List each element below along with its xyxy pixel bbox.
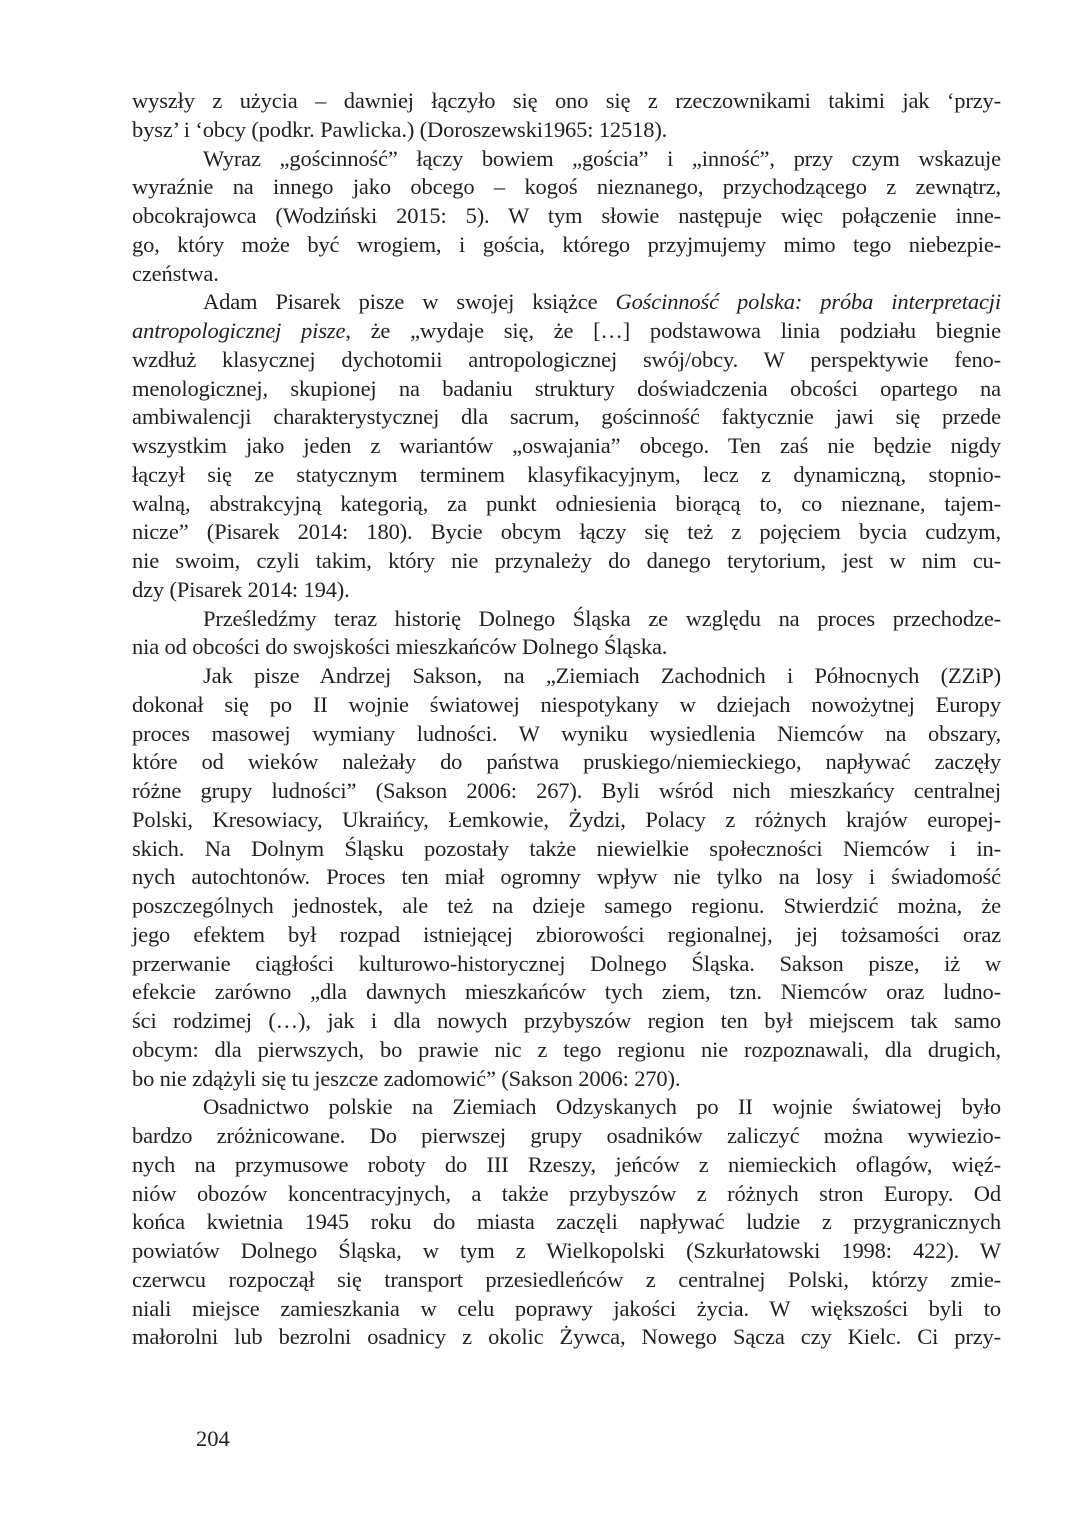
text-line: bardzo zróżnicowane. Do pierwszej grupy osadników zaliczyć można wywiezio- [132,1123,1001,1148]
text-line: dokonał się po II wojnie światowej niespotykany w dziejach nowożytnej Europy [132,691,1001,717]
text-line: Jak pisze Andrzej Sakson, na „Ziemiach Zachodnich i Północnych (ZZiP) [203,663,1001,688]
text-line: powiatów Dolnego Śląska, w tym z Wielkopolski (Szkurłatowski 1998: 422). W [132,1238,1001,1263]
text-line: końca kwietnia 1945 roku do miasta zaczęli napływać ludzie z przygranicznych [132,1209,1001,1235]
text-line: niali miejsce zamieszkania w celu poprawy jakości życia. W większości byli to [132,1295,1001,1321]
text-line: menologicznej, skupionej na badaniu struktury doświadczenia obcości opartego na [132,375,1001,401]
paragraph [132,662,1001,1093]
text-line: Prześledźmy teraz historię Dolnego Śląska ze względu na proces przechodze- [203,605,1001,631]
text-line: bysz’ i ‘obcy (podkr. Pawlicka.) (Doroszewski1965: 12518). [132,116,668,142]
text-line: jego efektem był rozpad istniejącej zbiorowości regionalnej, jej tożsamości oraz [132,921,1001,947]
text-line: skich. Na Dolnym Śląsku pozostały także niewielkie społeczności Niemców i in- [132,835,1001,861]
text-line: nia od obcości do swojskości mieszkańców Dolnego Śląska. [132,634,668,660]
text-line: walną, abstrakcyjną kategorią, za punkt odniesienia biorącą to, co nieznane, tajem- [132,490,1001,516]
text-line: nicze” (Pisarek 2014: 180). Bycie obcym łączy się też z pojęciem bycia cudzym, [132,519,1001,545]
paragraph [132,1093,1001,1352]
text-line: niów obozów koncentracyjnych, a także przybyszów z różnych stron Europy. Od [132,1180,1001,1206]
text-line: poszczególnych jednostek, ale też na dzieje samego regionu. Stwierdzić można, że [132,893,1001,918]
page-number: 204 [196,1426,230,1451]
book-title: Gościnność polska: próba interpretacji [615,289,1001,315]
text-line: nie swoim, czyli takim, który nie przynależy do danego terytorium, jest w nim cu- [132,548,1001,573]
text-line: wzdłuż klasycznej dychotomii antropologicznej swój/obcy. W perspektywie feno- [132,346,1001,372]
page-body [132,87,1001,1352]
text-line: Wyraz „gościnność” łączy bowiem „gościa” i „inność”, przy czym wskazuje [203,145,1001,171]
text-line: które od wieków należały do państwa pruskiego/niemieckiego, napływać zaczęły [132,749,1001,775]
text-line: antropologicznej pisze, że „wydaje się, że […] podstawowa linia podziału biegnie [132,318,1001,343]
paragraph [132,288,1001,604]
text-line: bo nie zdążyli się tu jeszcze zadomowić” (Sakson 2006: 270). [132,1065,681,1091]
text-line: przerwanie ciągłości kulturowo-historycznej Dolnego Śląska. Sakson pisze, iż w [132,950,1001,976]
book-title: antropologicznej pisze [132,318,346,343]
text-line: wszystkim jako jeden z wariantów „oswajania” obcego. Ten zaś nie będzie nigdy [132,433,1001,458]
text-line: ści rodzimej (…), jak i dla nowych przybyszów region ten był miejscem tak samo [132,1008,1001,1033]
text-line: czerwcu rozpoczął się transport przesiedleńców z centralnej Polski, którzy zmie- [132,1266,1001,1292]
text-line: małorolni lub bezrolni osadnicy z okolic Żywca, Nowego Sącza czy Kielc. Ci przy- [132,1324,1001,1350]
text-line: czeństwa. [132,260,219,286]
text-line: efekcie zarówno „dla dawnych mieszkańców tych ziem, tzn. Niemców oraz ludno- [132,979,1001,1005]
paragraph [132,145,1001,289]
text-line: Osadnictwo polskie na Ziemiach Odzyskanych po II wojnie światowej było [203,1094,1001,1120]
text-line: dzy (Pisarek 2014: 194). [132,576,350,602]
text-line: ambiwalencji charakterystycznej dla sacrum, gościnność faktycznie jawi się przede [132,404,1001,430]
text-line: nych na przymusowe roboty do III Rzeszy, jeńców z niemieckich oflagów, więź- [132,1151,1001,1177]
text-line: Polski, Kresowiacy, Ukraińcy, Łemkowie, Żydzi, Polacy z różnych krajów europej- [132,806,1001,832]
text-line: proces masowej wymiany ludności. W wyniku wysiedlenia Niemców na obszary, [132,720,1001,746]
text-line: nych autochtonów. Proces ten miał ogromny wpływ nie tylko na losy i świadomość [132,864,1001,890]
text-line: różne grupy ludności” (Sakson 2006: 267). Byli wśród nich mieszkańcy centralnej [132,778,1001,803]
text-line: Adam Pisarek pisze w swojej książce Gościnność polska: próba interpretacji [203,289,1001,315]
text-line: wyraźnie na innego jako obcego – kogoś nieznanego, przychodzącego z zewnątrz, [132,174,1001,200]
text-line: łączył się ze statycznym terminem klasyfikacyjnym, lecz z dynamiczną, stopnio- [132,461,1001,487]
text-line: obcym: dla pierwszych, bo prawie nic z tego regionu nie rozpoznawali, dla drugich, [132,1036,1001,1062]
paragraph [132,605,1001,663]
paragraph [132,87,1001,145]
text-line: wyszły z użycia – dawniej łączyło się ono się z rzeczownikami takimi jak ‘przy- [132,88,1001,113]
text-line: obcokrajowca (Wodziński 2015: 5). W tym słowie następuje więc połączenie inne- [132,203,1001,228]
text-line: go, który może być wrogiem, i gościa, którego przyjmujemy mimo tego niebezpie- [132,231,1001,257]
